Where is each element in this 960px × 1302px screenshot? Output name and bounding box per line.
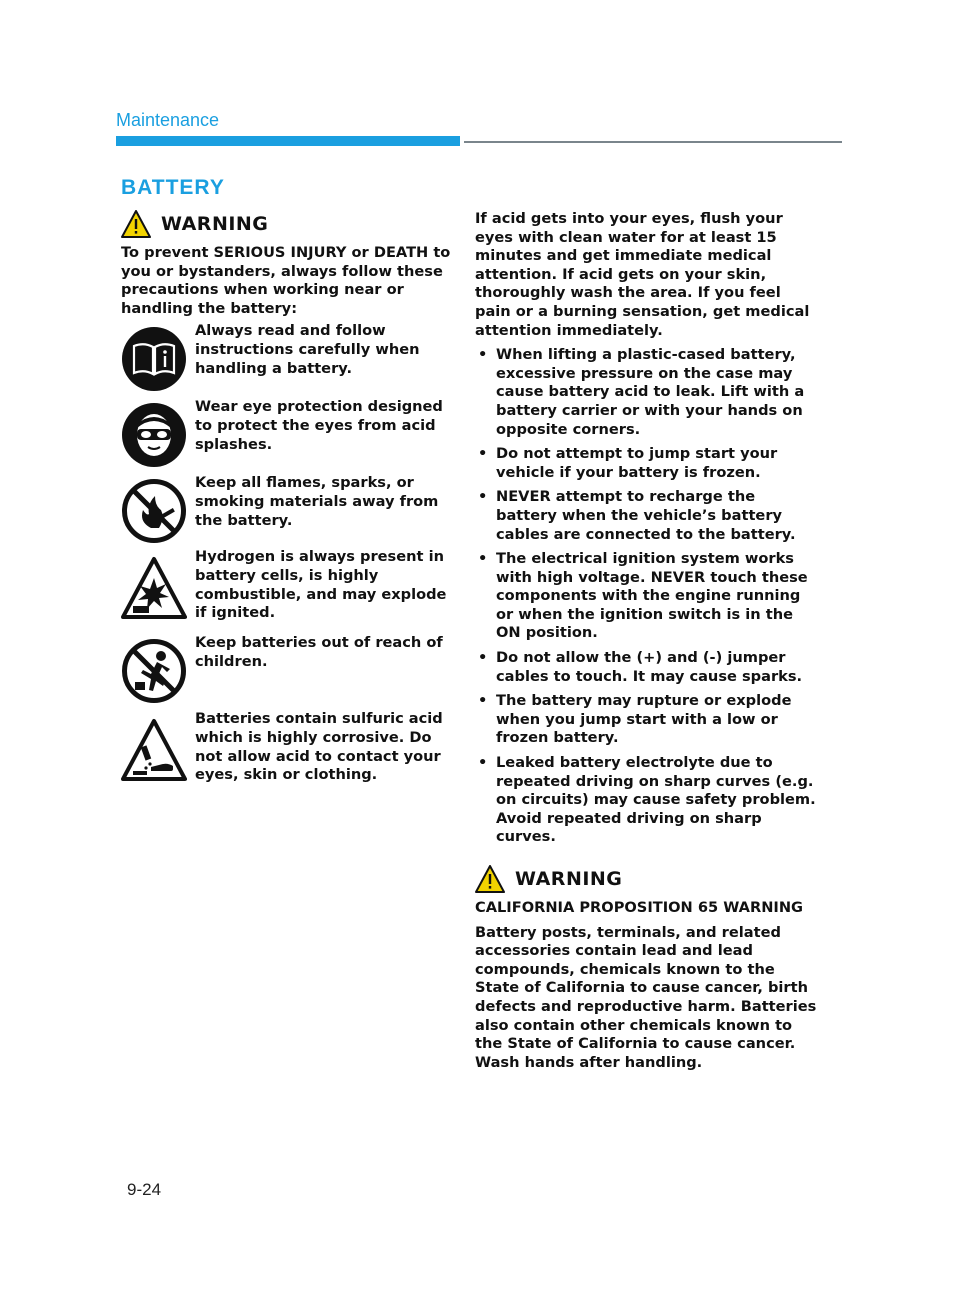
symbol-row [121, 398, 451, 474]
keep-away-children-icon [121, 638, 187, 704]
list-item: • Leaked battery electrolyte due to repeated driving on sharp curves (e.g. on circuits) may cause safety problem. Avoid repeated driving on sharp curves. [475, 754, 820, 847]
symbol-text: Keep all flames, sparks, or smoking materials away from the battery. [195, 474, 439, 529]
list-item: • NEVER attempt to recharge the battery when the vehicle’s battery cables are connected to the battery. [475, 488, 820, 544]
eye-protection-icon [121, 402, 187, 468]
symbol-row [121, 474, 451, 548]
page-number: 9-24 [127, 1180, 162, 1199]
page-title: BATTERY [121, 176, 225, 199]
explosion-hazard-icon [121, 556, 187, 622]
right-column [475, 210, 820, 1072]
header-rule-accent [116, 136, 460, 146]
read-manual-icon [121, 326, 187, 392]
section-label: Maintenance [116, 110, 220, 130]
symbol-row [121, 322, 451, 398]
corrosive-hazard-icon [121, 718, 187, 784]
symbol-row [121, 710, 451, 794]
acid-first-aid-text: If acid gets into your eyes, flush your eyes with clean water for at least 15 minutes and get immediate medical attention. If acid gets on your skin, thoroughly wash the area. If you feel pain or a burning sensation, get medical attention immediately. [475, 210, 810, 339]
list-item: • The battery may rupture or explode when you jump start with a low or frozen battery. [475, 692, 820, 748]
header-rule [464, 141, 842, 143]
precaution-list [475, 346, 820, 847]
symbol-text: Keep batteries out of reach of children. [195, 634, 443, 670]
list-item: • When lifting a plastic-cased battery, excessive pressure on the case may cause battery acid to leak. Lift with a battery carrier or with your hands on opposite corners. [475, 346, 820, 439]
warning-header [475, 865, 820, 893]
symbol-text: Hydrogen is always present in battery cells, is highly combustible, and may explode if ignited. [195, 548, 447, 622]
symbol-row [121, 634, 451, 708]
no-flames-icon [121, 478, 187, 544]
warning-label: WARNING [161, 213, 269, 235]
list-item: • Do not attempt to jump start your vehicle if your battery is frozen. [475, 445, 820, 482]
prop65-body: Battery posts, terminals, and related accessories contain lead and lead compounds, chemicals known to the State of California to cause cancer, birth defects and reproductive harm. Batteries also contain other chemicals known to the State of California to cause cancer. Wash hands after handling. [475, 923, 817, 1071]
symbol-text: Batteries contain sulfuric acid which is highly corrosive. Do not allow acid to contact your eyes, skin or clothing. [195, 710, 443, 784]
warning-label: WARNING [515, 868, 623, 890]
prop65-title: CALIFORNIA PROPOSITION 65 WARNING [475, 899, 804, 916]
symbol-text: Always read and follow instructions carefully when handling a battery. [195, 322, 420, 377]
symbol-row [121, 548, 451, 634]
symbol-text: Wear eye protection designed to protect the eyes from acid splashes. [195, 398, 443, 453]
warning-intro: To prevent SERIOUS INJURY or DEATH to you or bystanders, always follow these precautions when working near or handling the battery: [121, 244, 451, 317]
warning-triangle-icon [475, 865, 505, 893]
list-item: • Do not allow the (+) and (-) jumper cables to touch. It may cause sparks. [475, 649, 820, 686]
list-item: • The electrical ignition system works with high voltage. NEVER touch these components with the engine running or when the ignition switch is in the ON position. [475, 550, 820, 643]
warning-header [121, 210, 451, 238]
warning-triangle-icon [121, 210, 151, 238]
left-column [121, 210, 451, 794]
